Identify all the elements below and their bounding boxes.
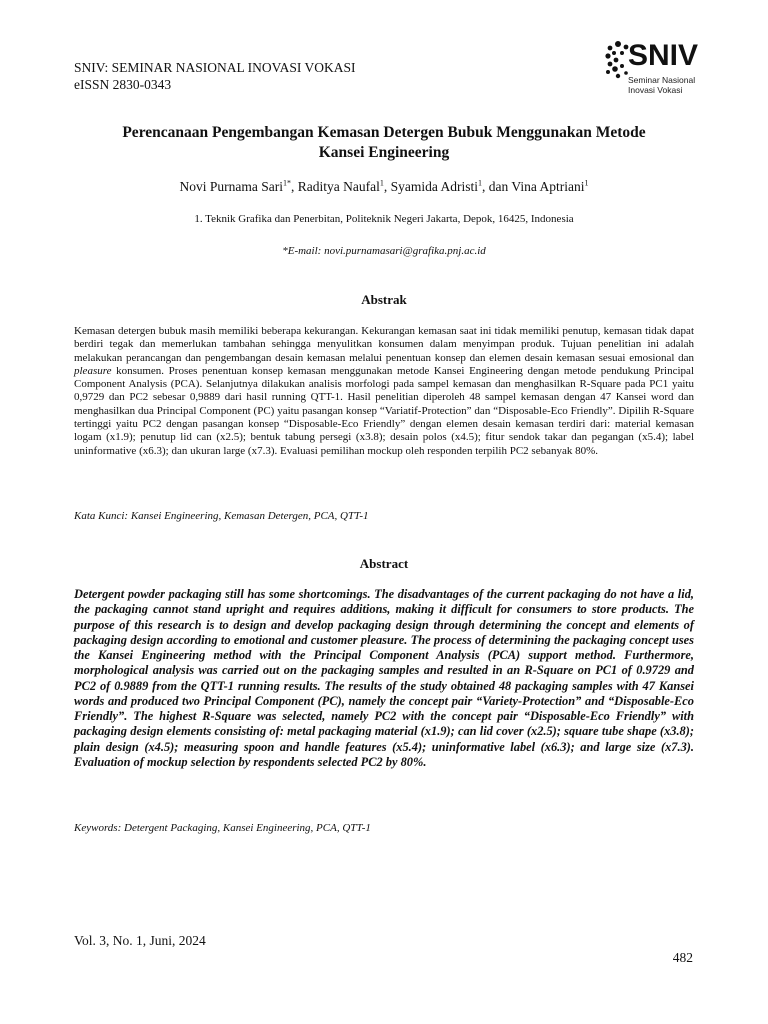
author-name: Vina Aptriani xyxy=(511,179,585,194)
abstrak-text-1: Kemasan detergen bubuk masih memiliki beberapa kekurangan. Kekurangan kemasan saat ini tidak memiliki penutup, kemasan tidak dapat berdiri tegak dan memerlukan tambahan sehingga menyulitkan konsumen dalam menyimpan produk. Tujuan penelitian ini adalah melakukan perancangan dan pengembangan desain kemasan melalui penentuan konsep dan elemen desain kemasan sesuai emosional dan xyxy=(74,325,694,364)
author-separator: , dan xyxy=(482,179,512,194)
abstrak-text-2: konsumen. Proses penentuan konsep kemasan menggunakan metode Kansei Engineering dengan metode pendukung Principal Component Analysis (PCA). Selanjutnya dilakukan analisis morfologi pada sampel kemasan dan menghasilkan R-Square pada PC1 yaitu 0,9729 dan PC2 sebesar 0,9889 dari hasil running QTT-1. Hasil penelitian diperoleh 48 sampel kemasan dengan 47 Kansei word dan menghasilkan dua Principal Component (PC) yaitu pasangan konsep “Variatif-Protection” dan “Disposable-Eco Friendly”. Dipilih R-Square tertinggi yaitu PC2 dengan pasangan konsep “Disposable-Eco Friendly” dengan elemen desain kemasan terdiri dari: material kemasan logam (x1.9); penutup lid can (x2.5); bentuk tabung persegi (x3.8); desain polos (x4.5); fitur sendok takar dan pegangan (x5.4); label uninformative (x6.3); dan ukuran large (x7.3). Evaluasi pemilihan mockup oleh responden terpilih PC2 sebanyak 80%. xyxy=(74,364,694,457)
corresponding-email: *E-mail: novi.purnamasari@grafika.pnj.ac.id xyxy=(282,245,486,257)
title-line-1: Perencanaan Pengembangan Kemasan Detergen Bubuk Menggunakan Metode xyxy=(122,124,646,141)
logo-subtitle-1: Seminar Nasional xyxy=(628,75,696,85)
abstrak-heading: Abstrak xyxy=(361,292,407,307)
author-affil-mark: 1* xyxy=(283,178,292,188)
paper-title xyxy=(60,123,708,163)
author-name: Syamida Adristi xyxy=(390,179,479,194)
abstrak-text-italic: pleasure xyxy=(74,364,112,377)
logo-wordmark: SNIV xyxy=(628,39,699,72)
kata-kunci: Kata Kunci: Kansei Engineering, Kemasan Detergen, PCA, QTT-1 xyxy=(74,510,369,522)
page-number: 482 xyxy=(672,950,693,965)
abstract-body: Detergent powder packaging still has some shortcomings. The disadvantages of the current packaging do not have a lid, the packaging cannot stand upright and requires additions, making it difficult for consumers to store products. The purpose of this research is to design and develop packaging design through determining the concept and elements of packaging design according to emotional and customer pleasure. The process of determining the packaging concept uses the Kansei Engineering method with the Principal Component Analysis (PCA) support method. Furthermore, morphological analysis was carried out on the packaging samples and resulted in an R-Square on PC1 of 0.9729 and PC2 of 0.9889 from the QTT-1 running results. The results of the study obtained 48 packaging samples with 47 Kansei words and produced two Principal Component (PC), namely the concept pair “Variety-Protection” and “Disposable-Eco Friendly”. The highest R-Square was selected, namely PC2 with the concept pair “Disposable-Eco Friendly” with packaging design elements consisting of: metal packaging material (x1.9); can lid cover (x2.5); square tube shape (x3.8); plain design (x4.5); measuring spoon and handle features (x5.4); uninformative label (x6.3); and large size (x7.3). Evaluation of mockup selection by respondents selected PC2 by 80%. xyxy=(74,587,694,769)
author-separator: , xyxy=(291,179,298,194)
author-name: Novi Purnama Sari xyxy=(179,179,284,194)
author-affil-mark: 1 xyxy=(379,178,384,188)
sniv-logo xyxy=(604,38,714,98)
conference-name: SNIV: SEMINAR NASIONAL INOVASI VOKASI xyxy=(74,60,356,75)
author-affil-mark: 1 xyxy=(584,178,589,188)
abstrak-body xyxy=(74,325,694,458)
abstract-heading: Abstract xyxy=(359,556,409,571)
keywords: Keywords: Detergent Packaging, Kansei Engineering, PCA, QTT-1 xyxy=(74,822,371,834)
author-list xyxy=(60,178,708,196)
author-separator: , xyxy=(383,179,391,194)
affiliation: 1. Teknik Grafika dan Penerbitan, Politeknik Negeri Jakarta, Depok, 16425, Indonesia xyxy=(194,213,574,225)
volume-info: Vol. 3, No. 1, Juni, 2024 xyxy=(74,933,206,948)
author-affil-mark: 1 xyxy=(478,178,483,188)
logo-subtitle-2: Inovasi Vokasi xyxy=(628,85,683,95)
title-line-2: Kansei Engineering xyxy=(318,144,450,161)
author-name: Raditya Naufal xyxy=(297,179,380,194)
eissn: eISSN 2830-0343 xyxy=(74,77,172,92)
